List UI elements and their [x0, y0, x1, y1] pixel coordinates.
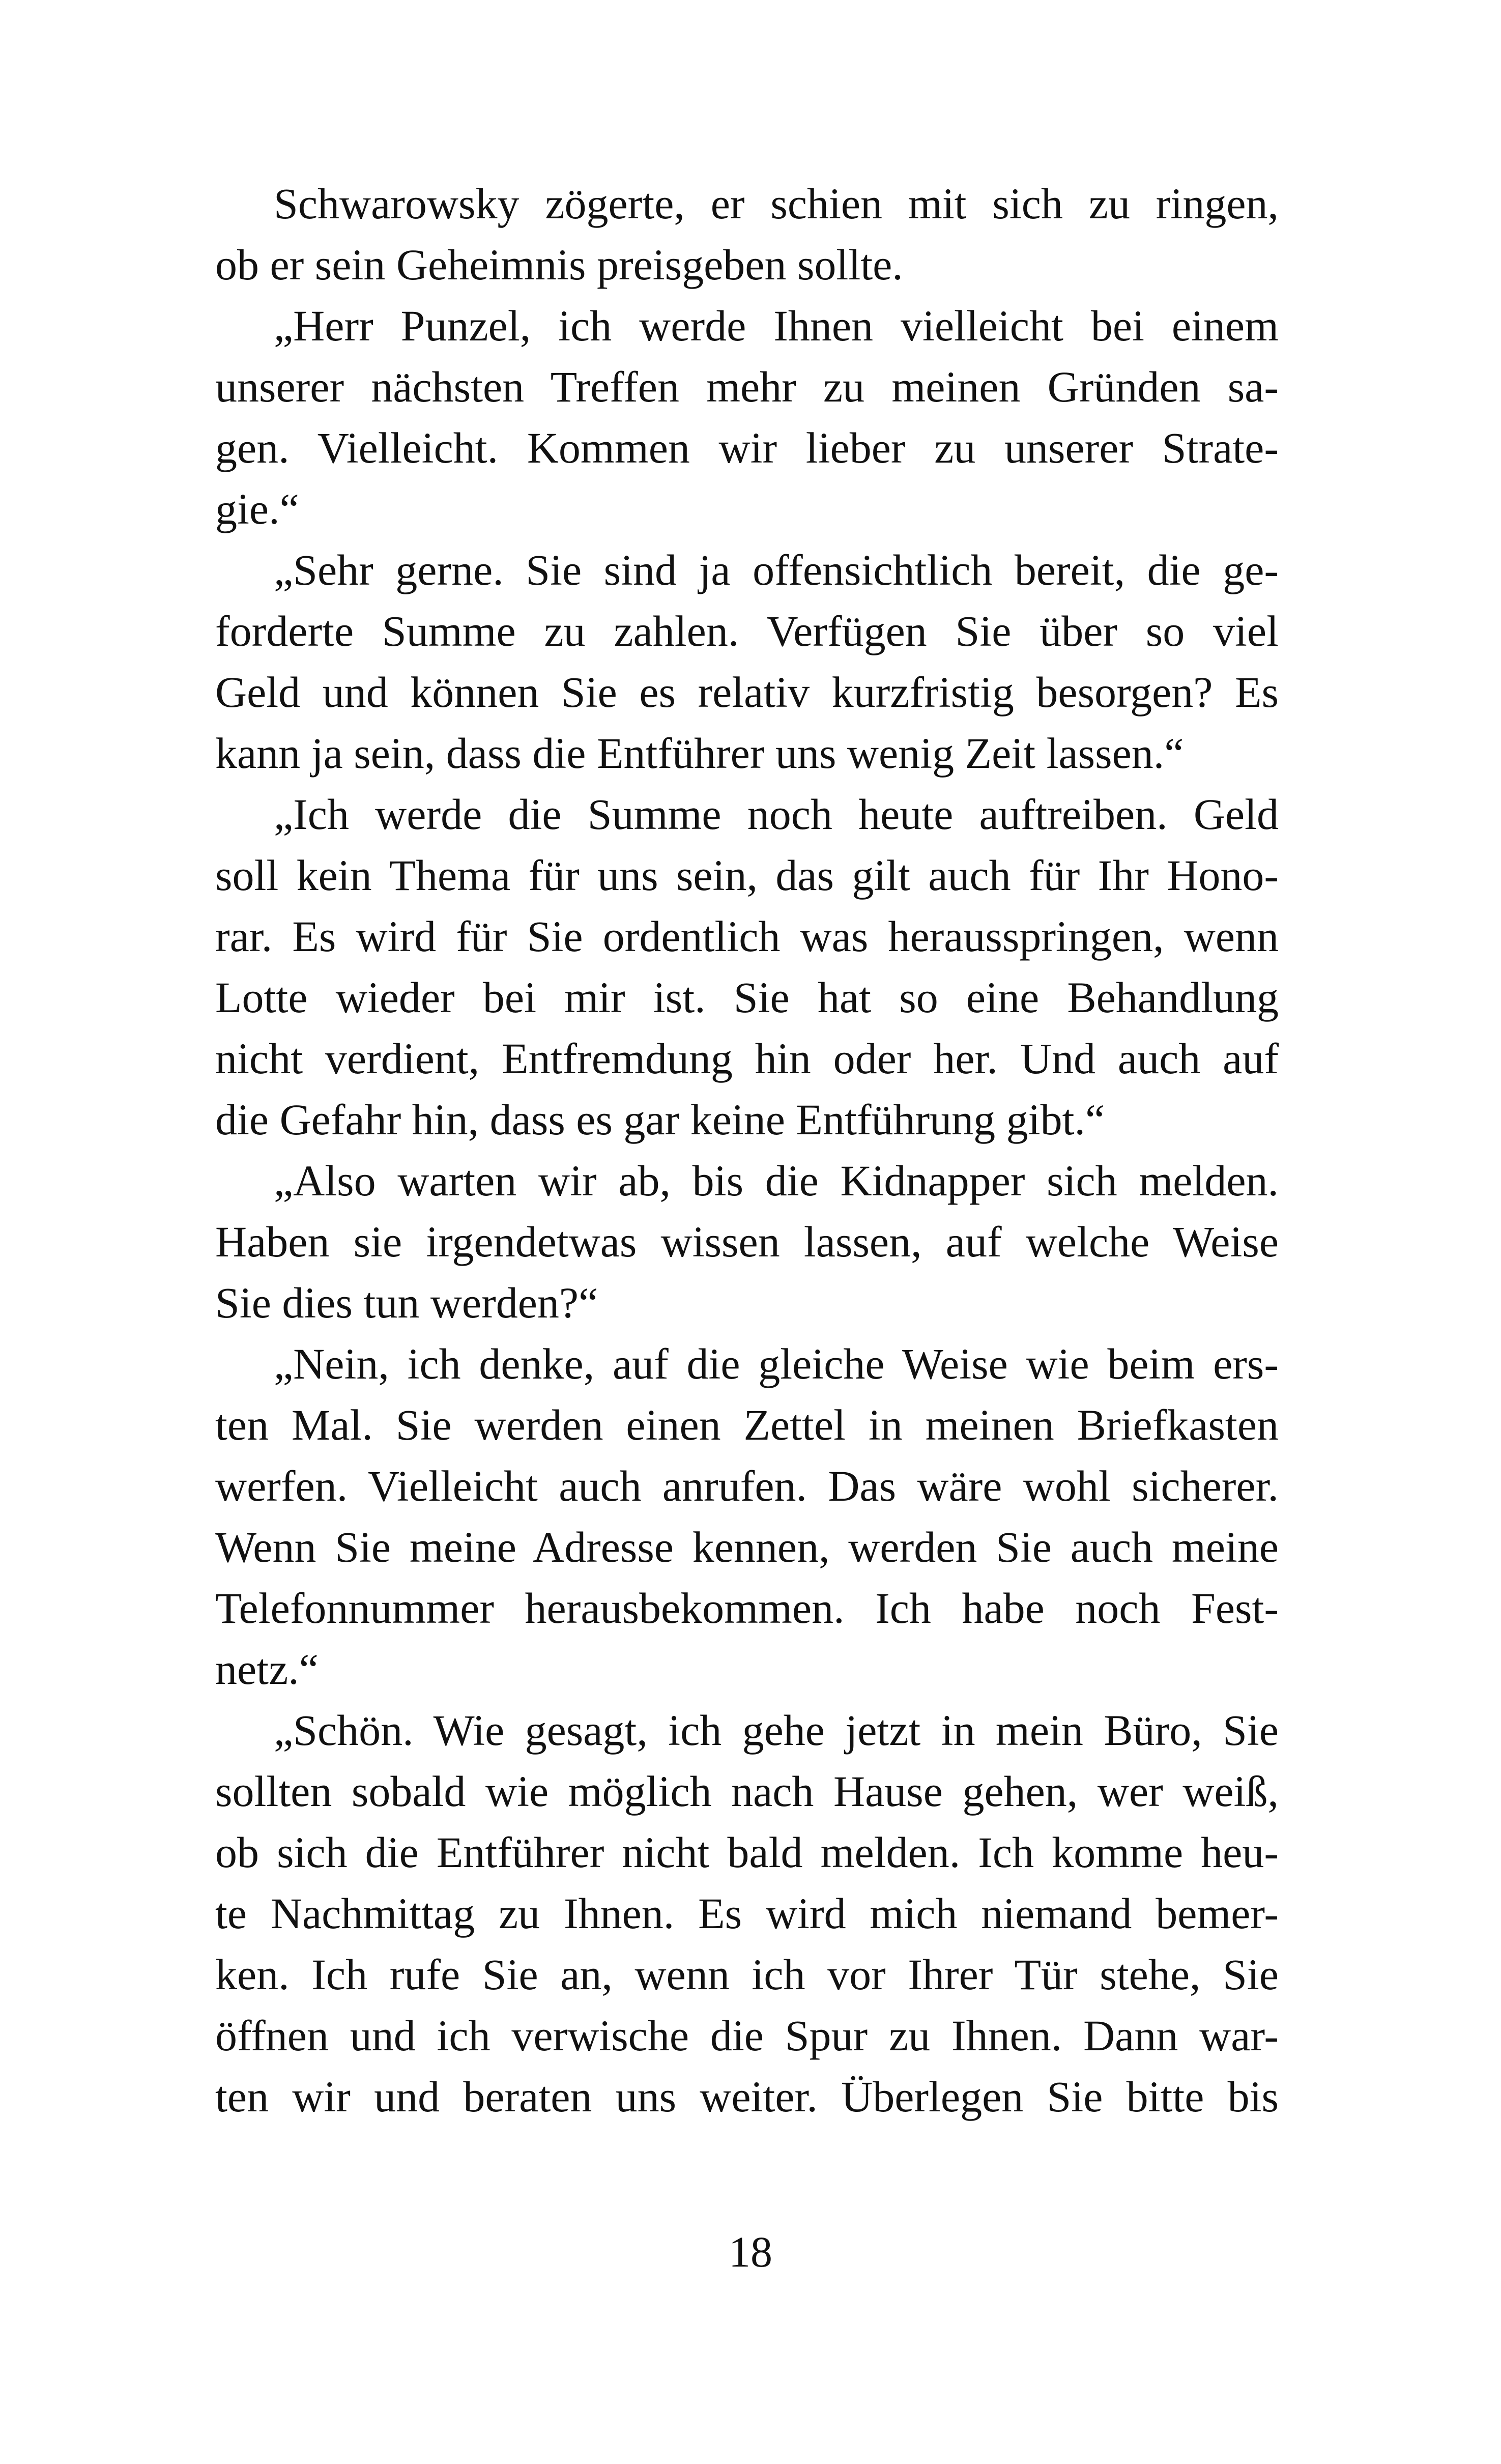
text-line: die Gefahr hin, dass es gar keine Entführung gibt.“ [215, 1095, 1105, 1144]
text-line: „Nein, ich denke, auf die gleiche Weise wie beim ers- [274, 1339, 1279, 1388]
text-line: „Schön. Wie gesagt, ich gehe jetzt in mein Büro, Sie [274, 1706, 1279, 1755]
text-line: gie.“ [215, 484, 299, 533]
body-text [215, 173, 1279, 2127]
text-line: öffnen und ich verwische die Spur zu Ihnen. Dann war- [215, 2011, 1279, 2060]
text-line: Wenn Sie meine Adresse kennen, werden Sie auch meine [215, 1523, 1279, 1571]
text-line: ten wir und beraten uns weiter. Überlegen Sie bitte bis [215, 2072, 1279, 2121]
text-line: te Nachmittag zu Ihnen. Es wird mich niemand bemer- [215, 1889, 1279, 1938]
page-number: 18 [729, 2227, 772, 2276]
text-line: sollten sobald wie möglich nach Hause gehen, wer weiß, [215, 1767, 1279, 1816]
text-line: Sie dies tun werden?“ [215, 1278, 598, 1327]
text-line: „Also warten wir ab, bis die Kidnapper sich melden. [274, 1156, 1279, 1205]
text-line: kann ja sein, dass die Entführer uns wenig Zeit lassen.“ [215, 729, 1184, 778]
text-line: forderte Summe zu zahlen. Verfügen Sie über so viel [215, 607, 1279, 655]
text-line: ken. Ich rufe Sie an, wenn ich vor Ihrer Tür stehe, Sie [215, 1950, 1279, 1999]
text-line: ob sich die Entführer nicht bald melden. Ich komme heu- [215, 1828, 1279, 1877]
text-line: „Ich werde die Summe noch heute auftreiben. Geld [274, 790, 1279, 839]
text-line: soll kein Thema für uns sein, das gilt auch für Ihr Hono- [215, 851, 1279, 900]
text-line: „Herr Punzel, ich werde Ihnen vielleicht bei einem [274, 301, 1279, 350]
text-line: Haben sie irgendetwas wissen lassen, auf welche Weise [215, 1217, 1279, 1266]
text-line: Telefonnummer herausbekommen. Ich habe noch Fest- [215, 1584, 1279, 1632]
text-line: Geld und können Sie es relativ kurzfristig besorgen? Es [215, 668, 1279, 717]
text-line: ten Mal. Sie werden einen Zettel in meinen Briefkasten [215, 1400, 1279, 1449]
text-line: netz.“ [215, 1645, 319, 1694]
text-line: werfen. Vielleicht auch anrufen. Das wäre wohl sicherer. [215, 1462, 1279, 1510]
text-line: nicht verdient, Entfremdung hin oder her. Und auch auf [215, 1034, 1279, 1083]
text-line: ob er sein Geheimnis preisgeben sollte. [215, 240, 903, 289]
text-line: rar. Es wird für Sie ordentlich was herausspringen, wenn [215, 912, 1279, 961]
text-line: Lotte wieder bei mir ist. Sie hat so eine Behandlung [215, 973, 1279, 1022]
text-line: Schwarowsky zögerte, er schien mit sich zu ringen, [274, 179, 1279, 228]
text-line: gen. Vielleicht. Kommen wir lieber zu unserer Strate- [215, 423, 1279, 472]
text-line: unserer nächsten Treffen mehr zu meinen Gründen sa- [215, 362, 1279, 411]
text-line: „Sehr gerne. Sie sind ja offensichtlich bereit, die ge- [274, 546, 1279, 594]
